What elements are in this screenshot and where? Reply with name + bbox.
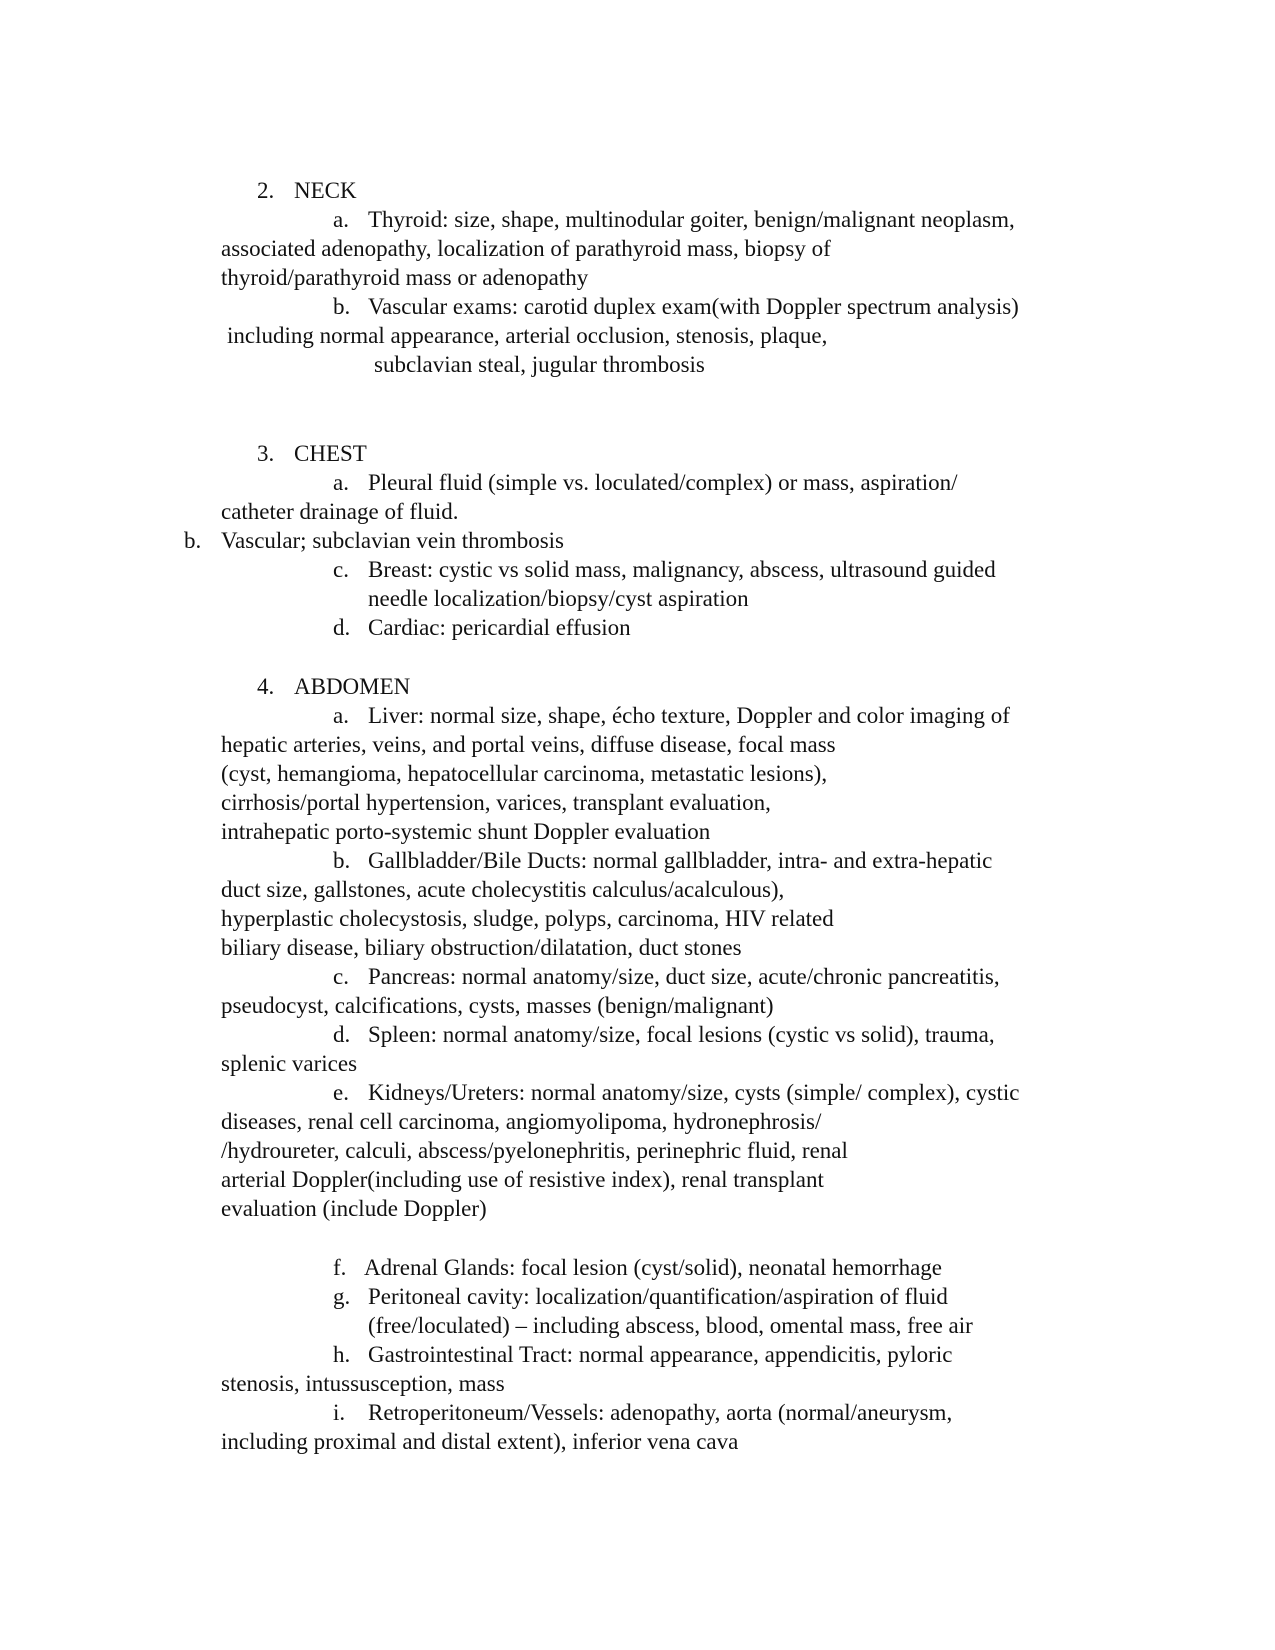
item-text-line: diseases, renal cell carcinoma, angiomyolipoma, hydronephrosis/	[221, 1109, 822, 1134]
item-text-line: needle localization/biopsy/cyst aspiration	[368, 586, 749, 611]
item-text-line: Kidneys/Ureters: normal anatomy/size, cysts (simple/ complex), cystic	[368, 1080, 1020, 1105]
item-text-line: (cyst, hemangioma, hepatocellular carcinoma, metastatic lesions),	[221, 761, 828, 786]
section-number: 2.	[257, 178, 275, 203]
item-text-line: intrahepatic porto-systemic shunt Doppler evaluation	[221, 819, 711, 844]
item-text-line: stenosis, intussusception, mass	[221, 1371, 505, 1396]
item-text-line: catheter drainage of fluid.	[221, 499, 459, 524]
item-marker: b.	[333, 294, 351, 319]
section-number: 4.	[257, 674, 275, 699]
item-marker: c.	[333, 557, 349, 582]
item-text-line: evaluation (include Doppler)	[221, 1196, 487, 1221]
item-marker: c.	[333, 964, 349, 989]
item-marker: e.	[333, 1080, 349, 1105]
item-marker: d.	[333, 1022, 351, 1047]
item-text-line: Vascular exams: carotid duplex exam(with Doppler spectrum analysis)	[368, 294, 1019, 319]
item-text-line: Thyroid: size, shape, multinodular goiter, benign/malignant neoplasm,	[368, 207, 1015, 232]
section-number: 3.	[257, 441, 275, 466]
item-text-line: Vascular; subclavian vein thrombosis	[221, 528, 565, 553]
item-text-line: Pancreas: normal anatomy/size, duct size, acute/chronic pancreatitis,	[368, 964, 1000, 989]
section-title-chest: CHEST	[294, 441, 367, 466]
item-text-line: Peritoneal cavity: localization/quantification/aspiration of fluid	[368, 1284, 948, 1309]
item-text-line: Breast: cystic vs solid mass, malignancy, abscess, ultrasound guided	[368, 557, 996, 582]
item-marker: b.	[184, 528, 202, 553]
item-text-line: Cardiac: pericardial effusion	[368, 615, 631, 640]
item-marker: f.	[333, 1255, 347, 1280]
item-text-line: (free/loculated) – including abscess, blood, omental mass, free air	[368, 1313, 973, 1338]
item-text-line: biliary disease, biliary obstruction/dilatation, duct stones	[221, 935, 742, 960]
item-text-line: subclavian steal, jugular thrombosis	[374, 352, 705, 377]
item-text-line: Liver: normal size, shape, écho texture, Doppler and color imaging of	[368, 703, 1010, 728]
item-text-line: Spleen: normal anatomy/size, focal lesions (cystic vs solid), trauma,	[368, 1022, 995, 1047]
item-marker: a.	[333, 470, 349, 495]
item-marker: g.	[333, 1284, 351, 1309]
item-marker: d.	[333, 615, 351, 640]
item-text-line: pseudocyst, calcifications, cysts, masses (benign/malignant)	[221, 993, 774, 1018]
item-marker: a.	[333, 703, 349, 728]
item-text-line: arterial Doppler(including use of resistive index), renal transplant	[221, 1167, 824, 1192]
section-title-abdomen: ABDOMEN	[294, 674, 411, 699]
item-marker: b.	[333, 848, 351, 873]
item-text-line: including normal appearance, arterial occlusion, stenosis, plaque,	[227, 323, 828, 348]
item-marker: i.	[333, 1400, 346, 1425]
item-marker: a.	[333, 207, 349, 232]
item-text-line: duct size, gallstones, acute cholecystitis calculus/acalculous),	[221, 877, 785, 902]
item-text-line: hyperplastic cholecystosis, sludge, polyps, carcinoma, HIV related	[221, 906, 834, 931]
item-text-line: Gallbladder/Bile Ducts: normal gallbladder, intra- and extra-hepatic	[368, 848, 993, 873]
item-text-line: associated adenopathy, localization of parathyroid mass, biopsy of	[221, 236, 831, 261]
item-text-line: Gastrointestinal Tract: normal appearance, appendicitis, pyloric	[368, 1342, 953, 1367]
item-marker: h.	[333, 1342, 351, 1367]
item-text-line: Retroperitoneum/Vessels: adenopathy, aorta (normal/aneurysm,	[368, 1400, 953, 1425]
item-text-line: including proximal and distal extent), inferior vena cava	[221, 1429, 739, 1454]
section-title-neck: NECK	[294, 178, 357, 203]
item-text-line: hepatic arteries, veins, and portal veins, diffuse disease, focal mass	[221, 732, 836, 757]
item-text-line: cirrhosis/portal hypertension, varices, transplant evaluation,	[221, 790, 771, 815]
item-text-line: splenic varices	[221, 1051, 358, 1076]
item-text-line: thyroid/parathyroid mass or adenopathy	[221, 265, 589, 290]
item-text-line: Adrenal Glands: focal lesion (cyst/solid), neonatal hemorrhage	[364, 1255, 943, 1280]
item-text-line: /hydroureter, calculi, abscess/pyelonephritis, perinephric fluid, renal	[221, 1138, 848, 1163]
item-text-line: Pleural fluid (simple vs. loculated/complex) or mass, aspiration/	[368, 470, 958, 495]
